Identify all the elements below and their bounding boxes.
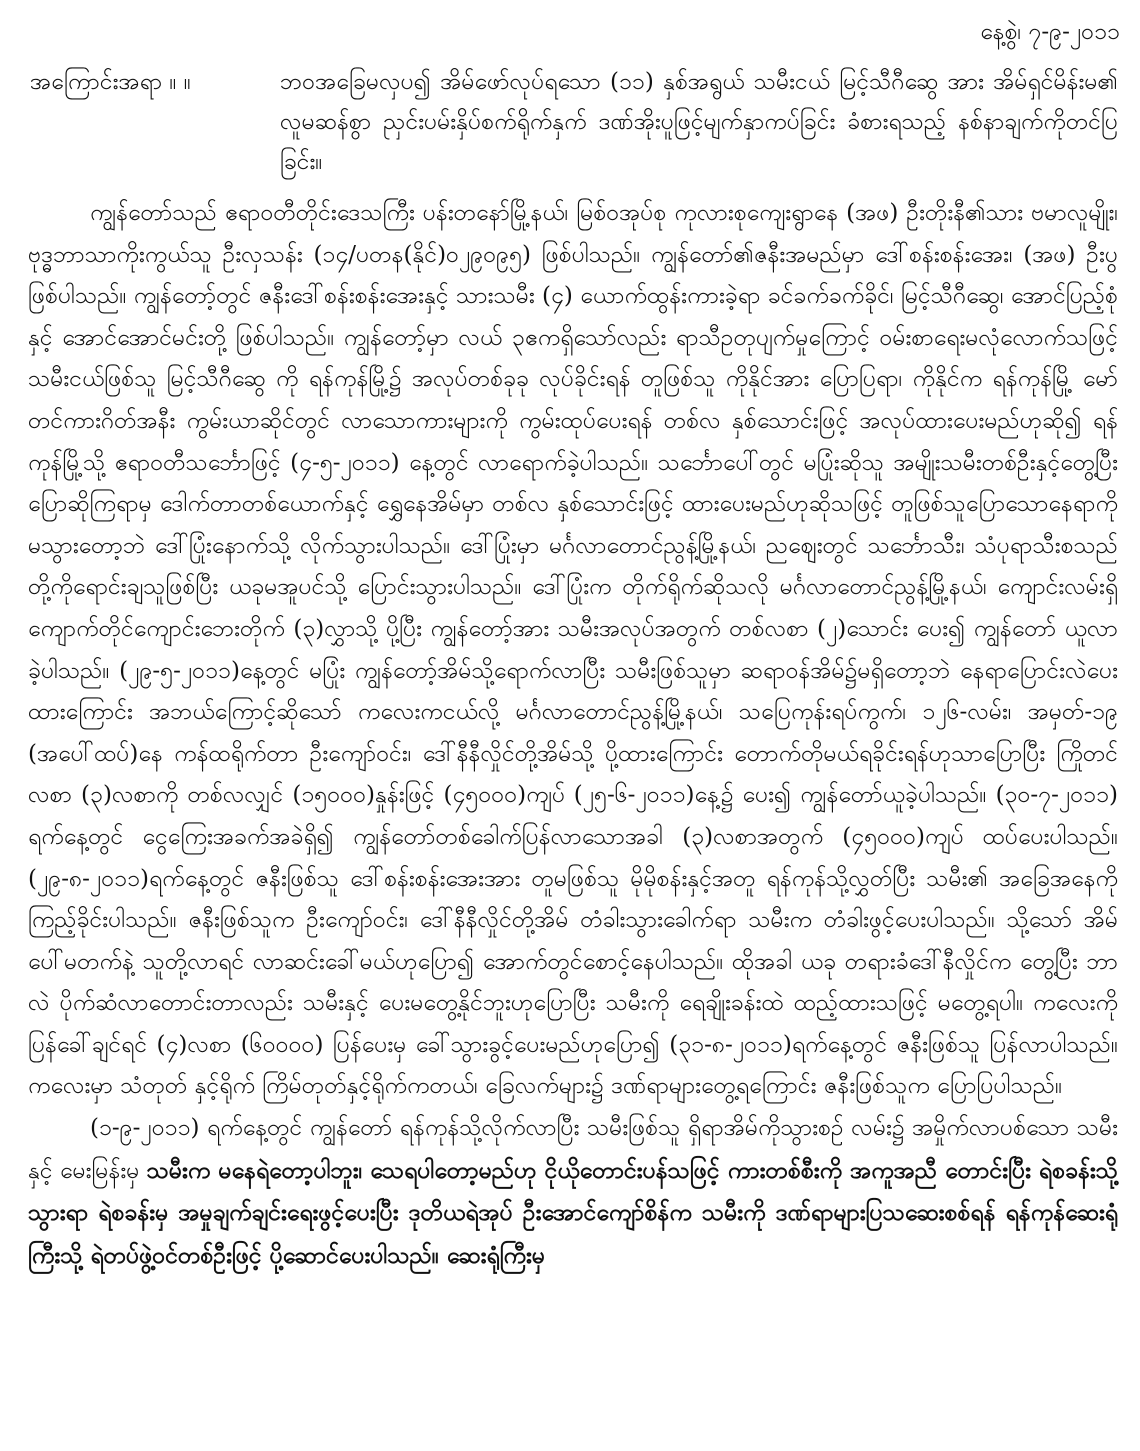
subject-text: ဘ၀အခြေမလှပ၍ အိမ်ဖော်လုပ်ရသော (၁၁) နှစ်အရွယ် သမီးငယ် မြင့်သီဂီဆွေ အား အိမ်ရှင်မိန်းမ၏ လူမဆန်စွာ ညှင်းပမ်းနှိပ်စက်ရိုက်နှက် ဒဏ်အိုးပူဖြင့်မျက်နှာကပ်ခြင်း ခံစားရသည့် နစ်နာချက်ကိုတင်ပြခြင်း။: [280, 69, 1118, 175]
subject-block: [30, 62, 1118, 182]
subject-label: အကြောင်းအရာ ။ ။: [30, 69, 191, 95]
letter-body: [28, 193, 1118, 1277]
paragraph-2-regular-text: (၁-၉-၂၀၁၁) ရက်နေ့တွင် ကျွန်တော် ရန်ကုန်သို့လိုက်လာပြီး သမီးဖြစ်သူ ရှိရာအိမ်ကိုသွားစဉ် လမ်း၌ အမှိုက်လာပစ်သော သမီးနှင့် မေးမြန်းမှ: [28, 1115, 1118, 1184]
subject-row: [30, 62, 1118, 182]
document-date: နေ့စွဲ၊ ၇-၉-၂၀၁၁: [980, 19, 1120, 45]
body-paragraph-1: ကျွန်တော်သည် ဧရာဝတီတိုင်းဒေသကြီး ပန်းတနော်မြို့နယ်၊ မြစ်ဝအုပ်စု ကုလားစုကျေးရွာနေ (အဖ) ဦးတိုးနီ၏သား ဗမာလူမျိုး၊ ဗုဒ္ဓဘာသာကိုးကွယ်သူ ဦးလှသန်း (၁၄/ပတန(နိုင်)၀၂၉၀၉၅) ဖြစ်ပါသည်။ ကျွန်တော်၏ဇနီးအမည်မှာ ဒေါ်စန်းစန်းအေး၊ (အဖ) ဦးပွ ဖြစ်ပါသည်။ ကျွန်တော့်တွင် ဇနီးဒေါ်စန်းစန်းအေးနှင့် သားသမီး (၄) ယောက်ထွန်းကားခဲ့ရာ ခင်ခက်ခက်ခိုင်၊ မြင့်သီဂီဆွေ၊ အောင်ပြည့်စုံနှင့် အောင်အောင်မင်းတို့ ဖြစ်ပါသည်။ ကျွန်တော့်မှာ လယ် ၃ဧကရှိသော်လည်း ရာသီဥတုပျက်မှုကြောင့် ဝမ်းစာရေးမလုံလောက်သဖြင့် သမီးငယ်ဖြစ်သူ မြင့်သီဂီဆွေ ကို ရန်ကုန်မြို့၌ အလုပ်တစ်ခုခု လုပ်ခိုင်းရန် တူဖြစ်သူ ကိုနိုင်အား ပြောပြရာ၊ ကိုနိုင်က ရန်ကုန်မြို့ မော်တင်ကားဂိတ်အနီး ကွမ်းယာဆိုင်တွင် လာသောကားများကို ကွမ်းထုပ်ပေးရန် တစ်လ နှစ်သောင်းဖြင့် အလုပ်ထားပေးမည်ဟုဆို၍ ရန်ကုန်မြို့သို့ ဧရာဝတီသင်္ဘောဖြင့် (၄-၅-၂၀၁၁) နေ့တွင် လာရောက်ခဲ့ပါသည်။ သင်္ဘောပေါ်တွင် မပြုံးဆိုသူ အမျိုးသမီးတစ်ဦးနှင့်တွေ့ပြီး ပြောဆိုကြရာမှ ဒေါက်တာတစ်ယောက်နှင့် ရွှေနေအိမ်မှာ တစ်လ နှစ်သောင်းဖြင့် ထားပေးမည်ဟုဆိုသဖြင့် တူဖြစ်သူပြောသောနေရာကိုမသွားတော့ဘဲ ဒေါ်ပြုံးနောက်သို့ လိုက်သွားပါသည်။ ဒေါ်ပြုံးမှာ မင်္ဂလာတောင်ညွန့်မြို့နယ်၊ ညဈေးတွင် သင်္ဘောသီး၊ သံပုရာသီးစသည်တို့ကိုရောင်းချသူဖြစ်ပြီး ယခုမအူပင်သို့ ပြောင်းသွားပါသည်။ ဒေါ်ပြုံးက တိုက်ရိုက်ဆိုသလို မင်္ဂလာတောင်ညွန့်မြို့နယ်၊ ကျောင်းလမ်းရှိ ကျောက်တိုင်ကျောင်းဘေးတိုက် (၃)လွှာသို့ ပို့ပြီး ကျွန်တော့်အား သမီးအလုပ်အတွက် တစ်လစာ (၂)သောင်း ပေး၍ ကျွန်တော် ယူလာခဲ့ပါသည်။ (၂၉-၅-၂၀၁၁)နေ့တွင် မပြုံး ကျွန်တော့်အိမ်သို့ရောက်လာပြီး သမီးဖြစ်သူမှာ ဆရာဝန်အိမ်၌မရှိတော့ဘဲ နေရာပြောင်းလဲပေးထားကြောင်း အဘယ်ကြောင့်ဆိုသော် ကလေးကငယ်လို့ မင်္ဂလာတောင်ညွန့်မြို့နယ်၊ သပြေကုန်းရပ်ကွက်၊ ၁၂၆-လမ်း၊ အမှတ်-၁၉ (အပေါ်ထပ်)နေ ကန်ထရိုက်တာ ဦးကျော်ဝင်း၊ ဒေါ်နီနီလှိုင်တို့အိမ်သို့ ပို့ထားကြောင်း တောက်တိုမယ်ရခိုင်းရန်ဟုသာပြောပြီး ကြိုတင်လစာ (၃)လစာကို တစ်လလျှင် (၁၅၀၀၀)နှုန်းဖြင့် (၄၅၀၀၀)ကျပ် (၂၅-၆-၂၀၁၁)နေ့၌ ပေး၍ ကျွန်တော်ယူခဲ့ပါသည်။ (၃၀-၇-၂၀၁၁) ရက်နေ့တွင် ငွေကြေးအခက်အခဲရှိ၍ ကျွန်တော်တစ်ခေါက်ပြန်လာသောအခါ (၃)လစာအတွက် (၄၅၀၀၀)ကျပ် ထပ်ပေးပါသည်။ (၂၉-၈-၂၀၁၁)ရက်နေ့တွင် ဇနီးဖြစ်သူ ဒေါ်စန်းစန်းအေးအား တူမဖြစ်သူ မိုမိုစန်းနှင့်အတူ ရန်ကုန်သို့လွှတ်ပြီး သမီး၏ အခြေအနေကို ကြည့်ခိုင်းပါသည်။ ဇနီးဖြစ်သူက ဦးကျော်ဝင်း၊ ဒေါ်နီနီလှိုင်တို့အိမ် တံခါးသွားခေါက်ရာ သမီးက တံခါးဖွင့်ပေးပါသည်။ သို့သော် အိမ်ပေါ်မတက်နဲ့ သူတို့လာရင် လာဆင်းခေါ်မယ်ဟုပြော၍ အောက်တွင်စောင့်နေပါသည်။ ထိုအခါ ယခု တရားခံဒေါ်နီလှိုင်က တွေ့ပြီး ဘာလဲ ပိုက်ဆံလာတောင်းတာလည်း သမီးနှင့် ပေးမတွေ့နိုင်ဘူးဟုပြောပြီး သမီးကို ရေချိုးခန်းထဲ ထည့်ထားသဖြင့် မတွေ့ရပါ။ ကလေးကို ပြန်ခေါ်ချင်ရင် (၄)လစာ (၆၀၀၀၀) ပြန်ပေးမှ ခေါ်သွားခွင့်ပေးမည်ဟုပြော၍ (၃၁-၈-၂၀၁၁)ရက်နေ့တွင် ဇနီးဖြစ်သူ ပြန်လာပါသည်။ ကလေးမှာ သံတုတ် နှင့်ရိုက် ကြိမ်တုတ်နှင့်ရိုက်ကတယ်၊ ခြေလက်များ၌ ဒဏ်ရာများတွေ့ရကြောင်း ဇနီးဖြစ်သူက ပြောပြပါသည်။: [28, 200, 1118, 1100]
paragraph-2-bold-text: သမီးက မနေရဲတော့ပါဘူး၊ သေရပါတော့မည်ဟု ငိုယိုတောင်းပန်သဖြင့် ကားတစ်စီးကို အကူအညီ တောင်းပြီး ရဲစခန်းသို့သွားရာ ရဲစခန်းမှ အမှုချက်ချင်းရေးဖွင့်ပေးပြီး ဒုတိယရဲအုပ် ဦးအောင်ကျော်စိန်က သမီးကို ဒဏ်ရာများပြသဆေးစစ်ရန် ရန်ကုန်ဆေးရုံကြီးသို့ ရဲတပ်ဖွဲ့ဝင်တစ်ဦးဖြင့် ပို့ဆောင်ပေးပါသည်။ ဆေးရုံကြီးမှ: [28, 1156, 1118, 1269]
body-paragraph-2: [28, 1108, 1118, 1277]
